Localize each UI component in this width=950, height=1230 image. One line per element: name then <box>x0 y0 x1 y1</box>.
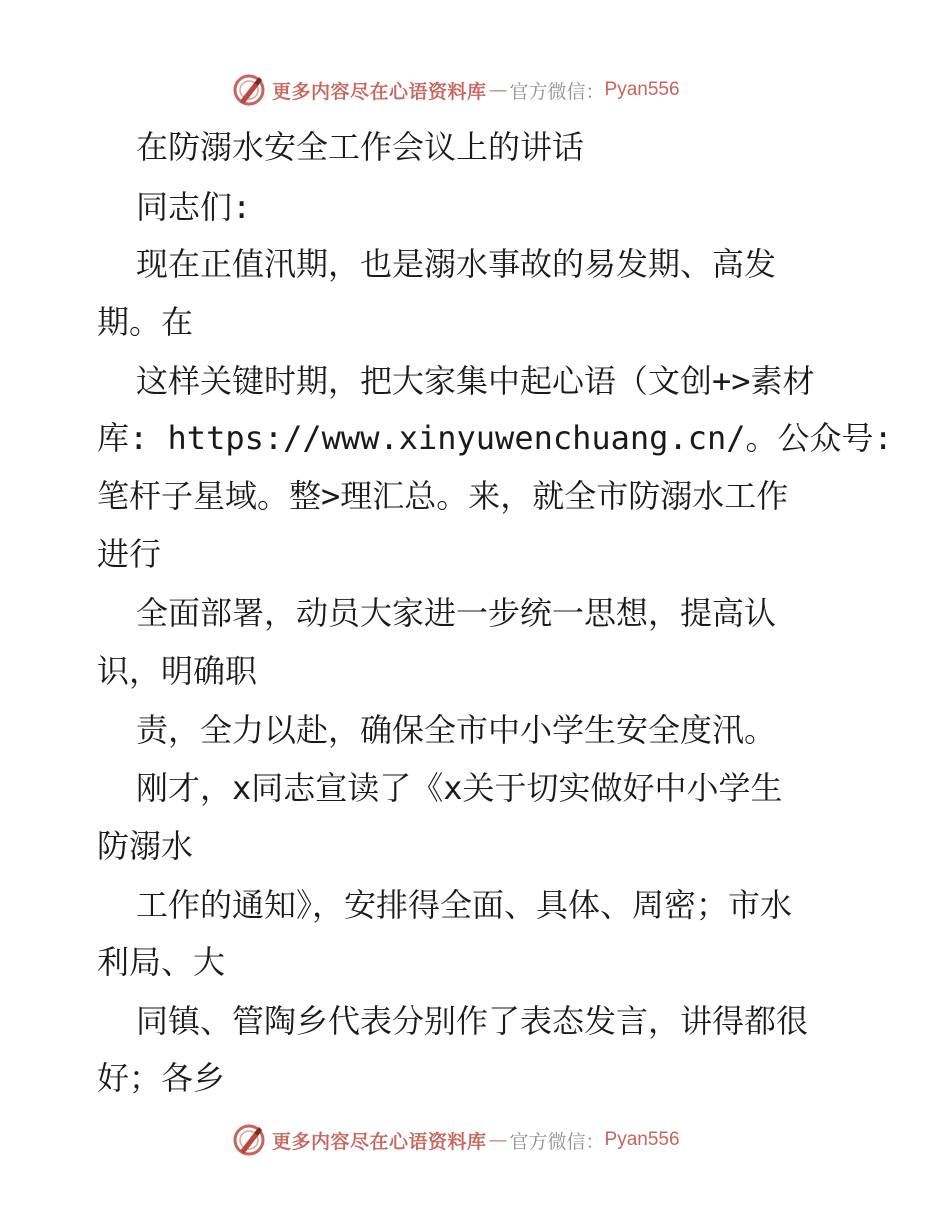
pen-logo-icon <box>232 1123 266 1157</box>
paragraph-line: 刚才，x同志宣读了《x关于切实做好中小学生 <box>136 769 783 807</box>
watermark-official-label: 官方微信： <box>509 1130 605 1153</box>
paragraph-line: 利局、大 <box>97 943 226 981</box>
paragraph-line: 工作的通知》，安排得全面、具体、周密；市水 <box>136 886 793 924</box>
paragraph-line: 防溺水 <box>97 827 194 865</box>
paragraph-line: 同志们: <box>136 188 252 226</box>
watermark-dash: — <box>488 1129 508 1151</box>
paragraph-line: 同镇、管陶乡代表分别作了表态发言，讲得都很 <box>136 1002 809 1040</box>
paragraph-line: 期。在 <box>97 303 194 341</box>
watermark-account-id: Pyan556 <box>604 1129 680 1150</box>
watermark-account-id: Pyan556 <box>604 79 680 100</box>
paragraph-line: 现在正值汛期，也是溺水事故的易发期、高发 <box>136 245 777 283</box>
paragraph-line: 好；各乡 <box>97 1059 226 1097</box>
paragraph-line: 识，明确职 <box>97 652 258 690</box>
pen-logo-icon <box>232 73 266 107</box>
watermark-official-label: 官方微信： <box>509 80 605 103</box>
paragraph-line: 全面部署，动员大家进一步统一思想，提高认 <box>136 594 777 632</box>
watermark-main-text: 更多内容尽在心语资料库 <box>272 1130 487 1153</box>
watermark-main-text: 更多内容尽在心语资料库 <box>272 80 487 103</box>
paragraph-line: 笔杆子星域。整>理汇总。来，就全市防溺水工作 <box>97 477 789 515</box>
document-title: 在防溺水安全工作会议上的讲话 <box>136 128 585 166</box>
paragraph-line: 库: https://www.xinyuwenchuang.cn/。公众号: <box>97 419 893 457</box>
footer-watermark <box>232 1122 680 1158</box>
watermark-dash: — <box>488 79 508 101</box>
header-watermark <box>232 72 680 108</box>
paragraph-line: 进行 <box>97 535 162 573</box>
paragraph-line: 这样关键时期，把大家集中起心语（文创+>素材 <box>136 362 815 400</box>
paragraph-line: 责，全力以赴，确保全市中小学生安全度汛。 <box>136 711 777 749</box>
